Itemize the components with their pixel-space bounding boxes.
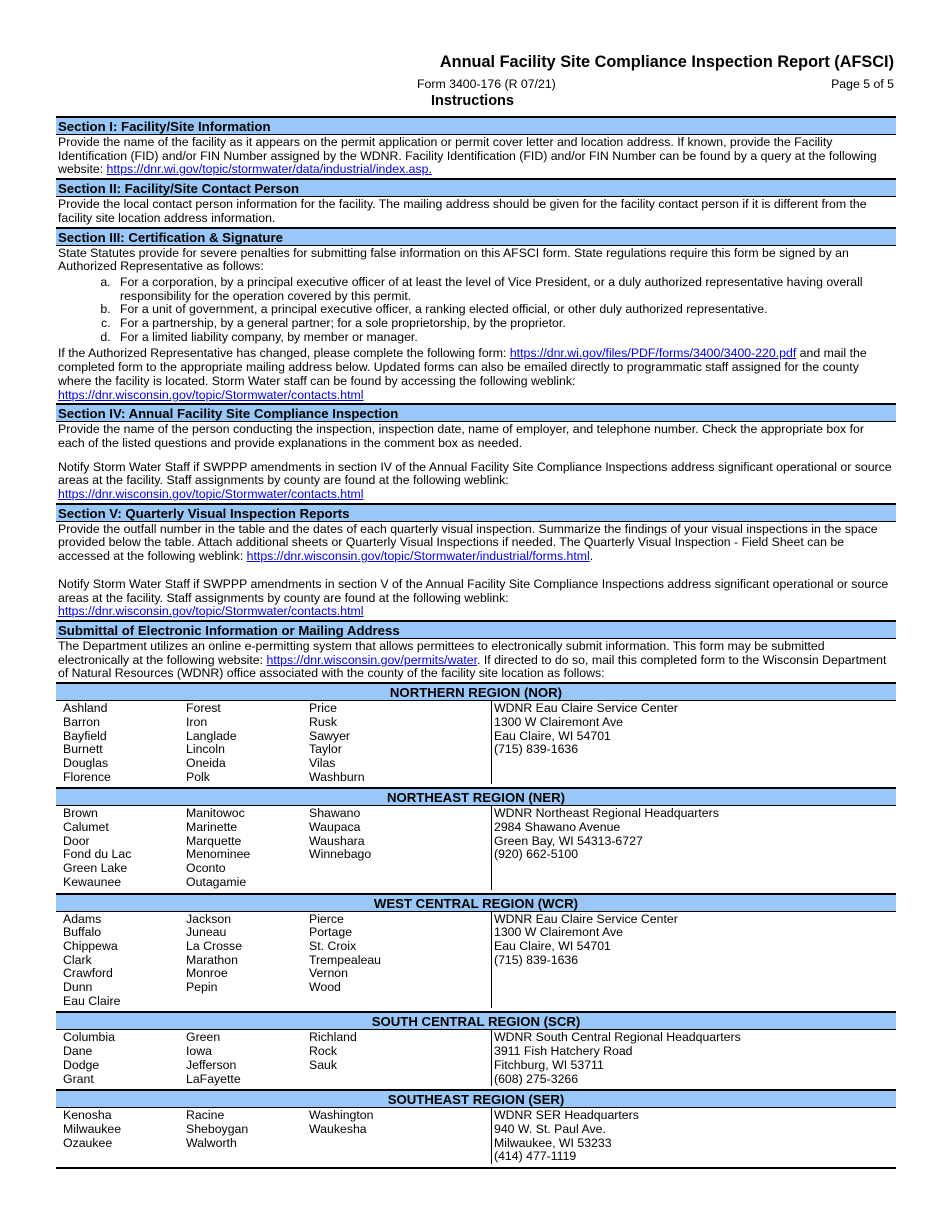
permits-water-link[interactable]: https://dnr.wisconsin.gov/permits/water [266, 652, 477, 667]
county: Green [186, 1030, 221, 1045]
county-column-3 [309, 1030, 491, 1086]
county: Buffalo [63, 925, 102, 940]
submittal-text-cont: . If directed to do so, mail this completed form to the Wisconsin Department of Natural Resources (WDNR) office associated with the county of the facility site location as follows: [58, 652, 887, 681]
region-heading: SOUTH CENTRAL REGION (SCR) [56, 1011, 896, 1030]
county: Adams [63, 911, 102, 926]
address-line: (608) 275-3266 [494, 1071, 579, 1086]
section-4-p1: Provide the name of the person conducting the inspection, inspection date, name of employer, and telephone number. Check the appropriate box for each of the listed questions and provide explanations in the comment box as needed. [58, 422, 864, 450]
region-table [56, 682, 896, 787]
county: Jackson [186, 911, 232, 926]
county: La Crosse [186, 938, 243, 953]
region-table [56, 1011, 896, 1089]
county-column-1 [56, 1108, 186, 1164]
section-1-heading: Section I: Facility/Site Information [56, 116, 896, 135]
county: Burnett [63, 742, 103, 757]
section-3-p2-text-cont: and mail the completed form to the appropriate mailing address below. Updated forms can also be emailed directly to programmatic staff assigned for the county where the facility is located. Storm Water staff can be found by accessing the following weblink: [58, 346, 867, 388]
address-line: (715) 839-1636 [494, 742, 579, 757]
region-heading: NORTHEAST REGION (NER) [56, 787, 896, 806]
instructions-title: Instructions [431, 93, 514, 109]
industrial-forms-link[interactable]: https://dnr.wisconsin.gov/topic/Stormwater/industrial/forms.html [246, 549, 590, 564]
page-header [56, 0, 896, 116]
region-tables [56, 682, 896, 1169]
county: Sauk [309, 1057, 338, 1072]
region-table [56, 893, 896, 1012]
region-body [56, 701, 896, 787]
county: Kewaunee [63, 874, 122, 889]
county: Bayfield [63, 728, 107, 743]
county: Racine [186, 1108, 225, 1123]
county-column-3 [309, 806, 491, 889]
section-5-p1: Provide the outfall number in the table and the dates of each quarterly visual inspection. Summarize the findings of your visual inspections in the space provided below the table. Attach additional sheets or Quarterly Visual Inspections if needed. The Quarterly Visual Inspection - Field Sheet can be accessed at the following weblink: [58, 521, 878, 564]
county: Monroe [186, 966, 228, 981]
region-heading: NORTHERN REGION (NOR) [56, 682, 896, 701]
county: Langlade [186, 728, 237, 743]
county-column-1 [56, 1030, 186, 1086]
submittal-text: The Department utilizes an online e-permitting system that allows permittees to electronically submit information. This form may be submitted electronically at the following website: [58, 638, 825, 667]
section-2-heading: Section II: Facility/Site Contact Person [56, 178, 896, 197]
address-line: (920) 662-5100 [494, 847, 579, 862]
address-line: WDNR Eau Claire Service Center [494, 911, 678, 926]
county: Shawano [309, 806, 361, 821]
address-line: Eau Claire, WI 54701 [494, 728, 611, 743]
section-3-intro: State Statutes provide for severe penalties for submitting false information on this AFSCI form. State regulations require this form be signed by an Authorized Representative as follows: [58, 245, 849, 274]
county: Brown [63, 806, 98, 821]
region-body [56, 912, 896, 1012]
region-body [56, 1030, 896, 1089]
county-column-2 [186, 806, 309, 889]
submittal-body [56, 639, 896, 682]
county-column-3 [309, 912, 491, 1009]
county: Florence [63, 769, 111, 784]
county-column-2 [186, 701, 309, 784]
county: Wood [309, 980, 341, 995]
county: Portage [309, 925, 353, 940]
county: Clark [63, 952, 92, 967]
facility-query-link[interactable]: https://dnr.wi.gov/topic/stormwater/data/industrial/index.asp. [106, 162, 432, 177]
county: Dunn [63, 980, 93, 995]
document-page [56, 0, 896, 1169]
region-heading: WEST CENTRAL REGION (WCR) [56, 893, 896, 912]
county: Marinette [186, 820, 238, 835]
county: Iron [186, 714, 208, 729]
county-column-3 [309, 701, 491, 784]
county: Fond du Lac [63, 847, 132, 862]
county: Rock [309, 1044, 338, 1059]
address-line: 2984 Shawano Avenue [494, 820, 621, 835]
county: Juneau [186, 925, 227, 940]
address-line: 1300 W Clairemont Ave [494, 925, 623, 940]
county: Manitowoc [186, 806, 245, 821]
county: Pierce [309, 911, 344, 926]
county: Walworth [186, 1135, 237, 1150]
address-line: 940 W. St. Paul Ave. [494, 1121, 606, 1136]
county: Door [63, 833, 90, 848]
county: Winnebago [309, 847, 372, 862]
section-4-body [56, 422, 896, 503]
county-column-2 [186, 912, 309, 1009]
office-address [491, 1030, 896, 1086]
section-3-heading: Section III: Certification & Signature [56, 227, 896, 246]
table-bottom-rule [56, 1167, 896, 1169]
region-body [56, 1108, 896, 1167]
county: Eau Claire [63, 993, 121, 1008]
county: Jefferson [186, 1057, 237, 1072]
county: Sawyer [309, 728, 351, 743]
county: Waushara [309, 833, 365, 848]
county: Polk [186, 769, 210, 784]
address-line: (715) 839-1636 [494, 952, 579, 967]
county: Iowa [186, 1044, 212, 1059]
stormwater-contacts-link[interactable]: https://dnr.wisconsin.gov/topic/Stormwater/contacts.html [58, 604, 364, 619]
county-column-1 [56, 912, 186, 1009]
form-3400-220-link[interactable]: https://dnr.wi.gov/files/PDF/forms/3400/3400-220.pdf [509, 346, 797, 361]
section-3-p2-text: If the Authorized Representative has changed, please complete the following form: [58, 346, 510, 361]
county: Sheboygan [186, 1121, 249, 1136]
county: Douglas [63, 755, 109, 770]
section-1-body [56, 135, 896, 178]
list-item: c. For a partnership, by a general partner; for a sole proprietorship, by the proprietor. [114, 317, 894, 331]
county: Calumet [63, 820, 109, 835]
county: Oconto [186, 861, 226, 876]
period: . [589, 549, 594, 564]
region-table [56, 1089, 896, 1169]
county: Marquette [186, 833, 242, 848]
county: Waupaca [309, 820, 361, 835]
office-address [491, 806, 896, 889]
county: Ashland [63, 701, 108, 716]
address-line: Fitchburg, WI 53711 [494, 1057, 604, 1072]
county-column-3 [309, 1108, 491, 1164]
county: Columbia [63, 1030, 115, 1045]
address-line: WDNR Eau Claire Service Center [494, 701, 678, 716]
county: Washington [309, 1108, 374, 1123]
list-item: a. For a corporation, by a principal executive officer of at least the level of Vice President, or a duly authorized representative having overall responsibility for the operation covered by this permit. [114, 276, 894, 303]
county: Ozaukee [63, 1135, 113, 1150]
section-2-text: Provide the local contact person information for the facility. The mailing address should be given for the facility contact person if it is different from the facility site location address information. [58, 197, 867, 225]
county: LaFayette [186, 1071, 241, 1086]
county: Marathon [186, 952, 238, 967]
address-line: (414) 477-1119 [494, 1149, 577, 1164]
county: Price [309, 701, 338, 716]
county: Dane [63, 1044, 93, 1059]
address-line: 1300 W Clairemont Ave [494, 714, 623, 729]
county: Trempealeau [309, 952, 381, 967]
address-line: Green Bay, WI 54313-6727 [494, 833, 643, 848]
authorized-representative-list [58, 276, 894, 345]
section-1-text: Provide the name of the facility as it appears on the permit application or permit cover letter and location address. If known, provide the Facility Identification (FID) and/or FIN Number assigned by the WDNR. Facility Identification (FID) and/or FIN Number can be found by a query at the following website: [58, 135, 877, 177]
county: Richland [309, 1030, 357, 1045]
county: Forest [186, 701, 221, 716]
section-4-heading: Section IV: Annual Facility Site Compliance Inspection [56, 403, 896, 422]
county-column-2 [186, 1030, 309, 1086]
county: Menominee [186, 847, 251, 862]
form-number: Form 3400-176 (R 07/21) [417, 77, 556, 91]
county: Kenosha [63, 1108, 112, 1123]
county-column-2 [186, 1108, 309, 1164]
county: Waukesha [309, 1121, 367, 1136]
county: Lincoln [186, 742, 225, 757]
county: Rusk [309, 714, 338, 729]
county: Outagamie [186, 874, 247, 889]
page-number: Page 5 of 5 [831, 77, 894, 91]
county: Dodge [63, 1057, 100, 1072]
address-line: WDNR SER Headquarters [494, 1108, 639, 1123]
county: Grant [63, 1071, 94, 1086]
section-5-p2: Notify Storm Water Staff if SWPPP amendments in section V of the Annual Facility Site Compliance Inspections address significant operational or source areas at the facility. Staff assignments by county are found at the following weblink: [58, 576, 889, 605]
submittal-heading: Submittal of Electronic Information or Mailing Address [56, 620, 896, 639]
county: Chippewa [63, 938, 118, 953]
address-line: 3911 Fish Hatchery Road [494, 1044, 633, 1059]
county: Washburn [309, 769, 365, 784]
office-address [491, 912, 896, 1009]
region-table [56, 787, 896, 892]
address-line: WDNR Northeast Regional Headquarters [494, 806, 719, 821]
region-body [56, 806, 896, 892]
section-4-p2: Notify Storm Water Staff if SWPPP amendments in section IV of the Annual Facility Site Compliance Inspections address significant operational or source areas at the facility. Staff assignments by county are found at the following weblink: [58, 459, 892, 488]
address-line: Eau Claire, WI 54701 [494, 938, 611, 953]
address-line: Milwaukee, WI 53233 [494, 1135, 612, 1150]
county: Oneida [186, 755, 226, 770]
county: Barron [63, 714, 100, 729]
county: Green Lake [63, 861, 128, 876]
section-2-body [56, 197, 896, 226]
list-item: d. For a limited liability company, by member or manager. [114, 331, 894, 345]
office-address [491, 1108, 896, 1164]
county: Taylor [309, 742, 342, 757]
county: Vilas [309, 755, 336, 770]
section-3-body [56, 246, 896, 404]
form-title: Annual Facility Site Compliance Inspection Report (AFSCI) [439, 53, 894, 71]
region-heading: SOUTHEAST REGION (SER) [56, 1089, 896, 1108]
section-5-heading: Section V: Quarterly Visual Inspection Reports [56, 503, 896, 522]
section-5-body [56, 522, 896, 620]
address-line: WDNR South Central Regional Headquarters [494, 1030, 741, 1045]
county: Milwaukee [63, 1121, 122, 1136]
list-item: b. For a unit of government, a principal executive officer, a ranking elected official, or other duly authorized representative. [114, 303, 894, 317]
county: Pepin [186, 980, 218, 995]
county-column-1 [56, 806, 186, 889]
stormwater-contacts-link[interactable]: https://dnr.wisconsin.gov/topic/Stormwater/contacts.html [58, 487, 364, 502]
county-column-1 [56, 701, 186, 784]
office-address [491, 701, 896, 784]
county: Vernon [309, 966, 348, 981]
stormwater-contacts-link[interactable]: https://dnr.wisconsin.gov/topic/Stormwater/contacts.html [58, 387, 364, 402]
county: St. Croix [309, 938, 357, 953]
county: Crawford [63, 966, 113, 981]
